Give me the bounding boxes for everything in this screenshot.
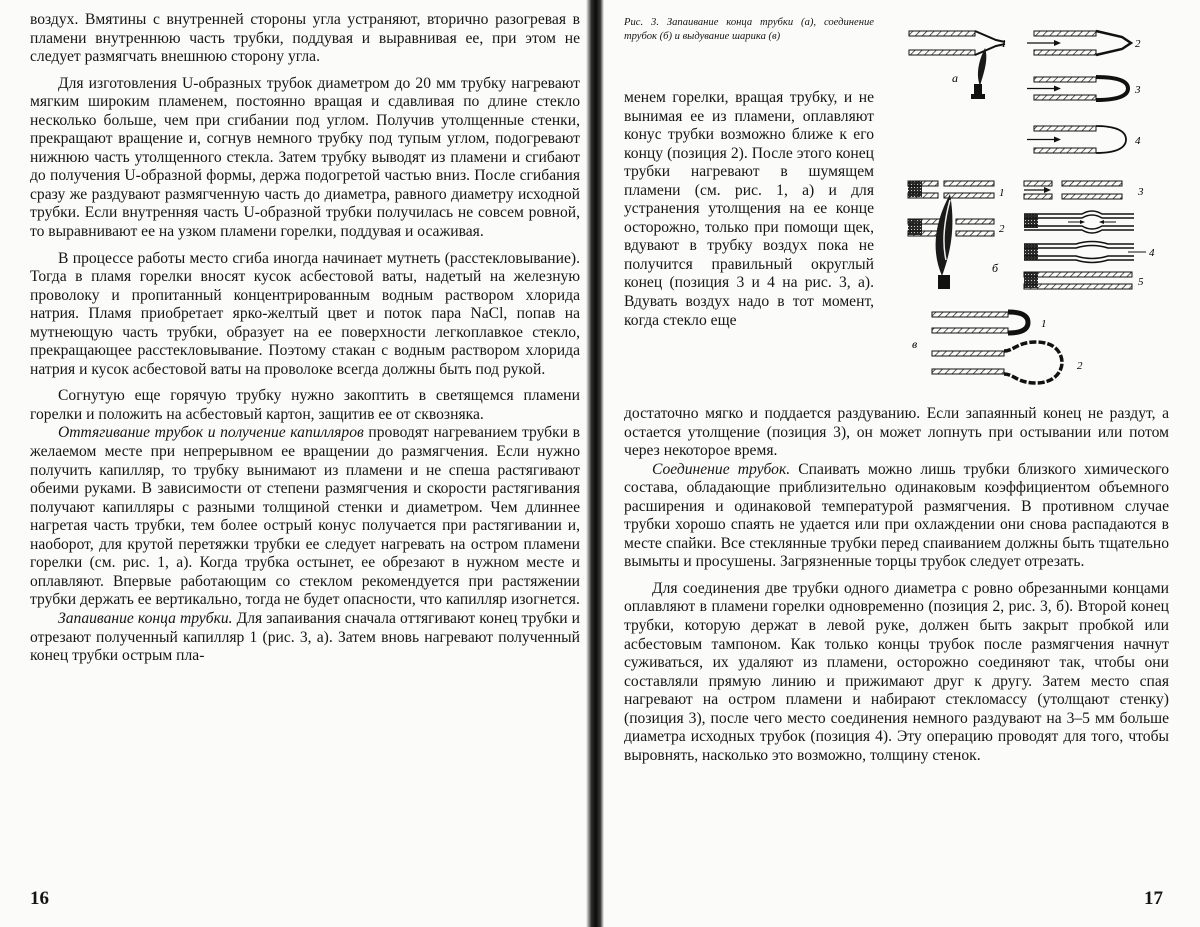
paragraph: менем горелки, вращая трубку, и не вынимая ее из пламени, оплавляют конус трубки возможно ближе к его концу (позиция 2). После этого конец трубки нагревают в шумящем пламени (см. рис. 1, а) и для устранения утолщения на ее конце осторожно, только при помощи щек, вдувают в трубку воздух пока не получится правильный округлый конец (позиция 3 и 4 на рис. 3, а). Вдувать воздух надо в тот момент, когда стекло еще [624,89,874,329]
position-label: 1 [999,187,1005,199]
tube-drawing [1024,242,1146,263]
position-label: 4 [1135,135,1141,147]
section-heading: Оттягивание трубок и получение капилляров [58,424,364,442]
burner-flame [971,48,986,99]
tube-drawing [1027,77,1128,100]
tube-pair [908,181,994,198]
left-page-text [30,11,580,666]
figure-group-a [909,31,1141,153]
group-label: а [952,71,958,85]
right-page-text [624,405,1169,765]
paragraph: Оттягивание трубок и получение капилляров проводят нагреванием трубки в желаемом месте при непрерывном ее вращении до размягчения. Если нужно получить капилляр, то трубку вынимают из пламени и не спеша растягивают обеими руками. В зависимости от степени размягчения и скорости растягивания получают капилляры с разными толщиной стенки и диаметром. Чем длиннее нагретая часть трубки, тем более острый конус получается при растягивании и, наоборот, для крутой перетяжки трубки ее следует нагревать на остром пламени горелки (см. рис. 1, а). Когда трубка остынет, ее обрезают в нужном месте и оплавляют. Впервые работающим со стеклом рекомендуется при растяжении трубки держать ее вертикально, тогда не будет опасности, что капилляр изогнется. [30,424,581,609]
page-number: 16 [30,888,49,909]
group-label: в [912,337,918,351]
position-label: 3 [1135,84,1141,96]
paragraph: В процессе работы место сгиба иногда начинает мутнеть (расстекловывание). Тогда в пламя горелки вносят кусок асбестовой ваты, надетый на железную проволоку и пропитанный концентрированным водным раствором хлорида натрия. Пламя приобретает ярко-желтый цвет и поток пара NaCl, попав на мутнеющую часть трубки, образует на ее поверхности легкоплавкое стекло, прекращающее расстекловывание. Поэтому стакан с водным раствором хлорида натрия и кусок асбестовой ваты на проволоке всегда должны быть под рукой. [30,249,580,378]
tube-drawing [909,31,1005,55]
paragraph: Для изготовления U-образных трубок диаметром до 20 мм трубку нагревают мягким широким пламенем, постоянно вращая и сдавливая по длине стекло несколько больше, чем при сгибании под углом. Получив утолщенные стенки, прекращают вращение и, согнув немного трубку под тупым углом, подогревают нижнюю часть утолщенного стекла. Затем трубку выводят из пламени и сгибают до получения U-образной формы, держа подогретой частью вниз. После сгибания сразу же раздувают размягченную часть до диаметра, равного диаметру исходной трубки. Если внутренняя часть U-образной трубки получилась не совсем ровной, то выравнивают ее на узком пламени горелки, поддувая и осаживая. [30,74,580,241]
position-label: 1 [1001,38,1007,50]
paragraph: Согнутую еще горячую трубку нужно закоптить в светящемся пламени горелки и положить на асбестовый картон, защитив ее от сквозняка. [30,387,580,423]
paragraph: Для соединения две трубки одного диаметра с ровно обрезанными концами оплавляют в пламени горелки одновременно (позиция 2, рис. 3, б). Второй конец трубки, которую держат в левой руке, должен быть закрыт пробкой или асбестовым тампоном. Как только концы трубок после размягчения начнут суживаться, их удаляют из пламени, осторожно соединяют так, чтобы они составляли прямую линию и прижимают друг к другу. Затем место спая нагревают на остром пламени и набирают стекломассу (утолщают стенку) (позиция 3), после чего место соединения немного раздувают на 3–5 мм больше диаметра исходных трубок (позиция 4). Эту операцию проводят для того, чтобы выровнять, насколько это возможно, толщину стенок. [624,579,1169,764]
figure-group-b [908,181,1155,289]
tube-drawing [1024,211,1134,233]
figure-caption: Рис. 3. Запаивание конца трубки (а), соединение трубок (б) и выдувание шарика (в) [624,17,874,42]
tube-drawing [1024,272,1132,289]
position-label: 5 [1138,276,1144,288]
tube-drawing [932,342,1062,383]
section-heading: Соединение трубок. [652,460,791,478]
position-label: 4 [1149,247,1155,259]
book-spine [586,0,604,927]
tube-drawing [1024,181,1122,199]
position-label: 2 [1135,38,1141,50]
position-label: 1 [1041,318,1047,330]
figure-group-c [912,312,1083,383]
section-heading: Запаивание конца трубки. [58,609,233,627]
figure-3 [884,10,1184,402]
right-page-wrap-text [624,89,874,330]
tube-drawing [932,312,1028,333]
paragraph: достаточно мягко и поддается раздуванию. Если запаянный конец не раздут, а остается утолщение (позиция 3), он может лопнуть при остывании или потом через некоторое время. [624,405,1169,460]
right-page [604,0,1200,927]
burner-flame [936,194,953,289]
group-label: б [992,261,999,275]
tube-drawing [1027,126,1126,153]
paragraph: Соединение трубок. Спаивать можно лишь трубки близкого химического состава, обладающие приблизительно одинаковым коэффициентом объемного расширения и одинаковой температурой размягчения. В противном случае трубки хорошо спаять не удается или при охлаждении они снова распадаются в месте спайки. Все стеклянные трубки перед спаиванием должны быть тщательно вымыты и просушены. Загрязненные торцы трубок следует отрезать. [624,460,1169,571]
position-label: 3 [1138,186,1144,198]
paragraph: воздух. Вмятины с внутренней стороны угла устраняют, вторично разогревая в пламени внутреннюю часть трубки, поддувая и выравнивая ее, при этом не следует размягчать внешнюю сторону угла. [30,11,580,66]
position-label: 2 [999,223,1005,235]
paragraph: Запаивание конца трубки. Для запаивания сначала оттягивают конец трубки и отрезают полученный капилляр 1 (рис. 3, а). Затем вновь нагревают полученный конец трубки острым пла- [30,609,580,665]
tube-drawing [1027,31,1131,55]
page-number: 17 [1144,888,1163,909]
position-label: 2 [1077,360,1083,372]
